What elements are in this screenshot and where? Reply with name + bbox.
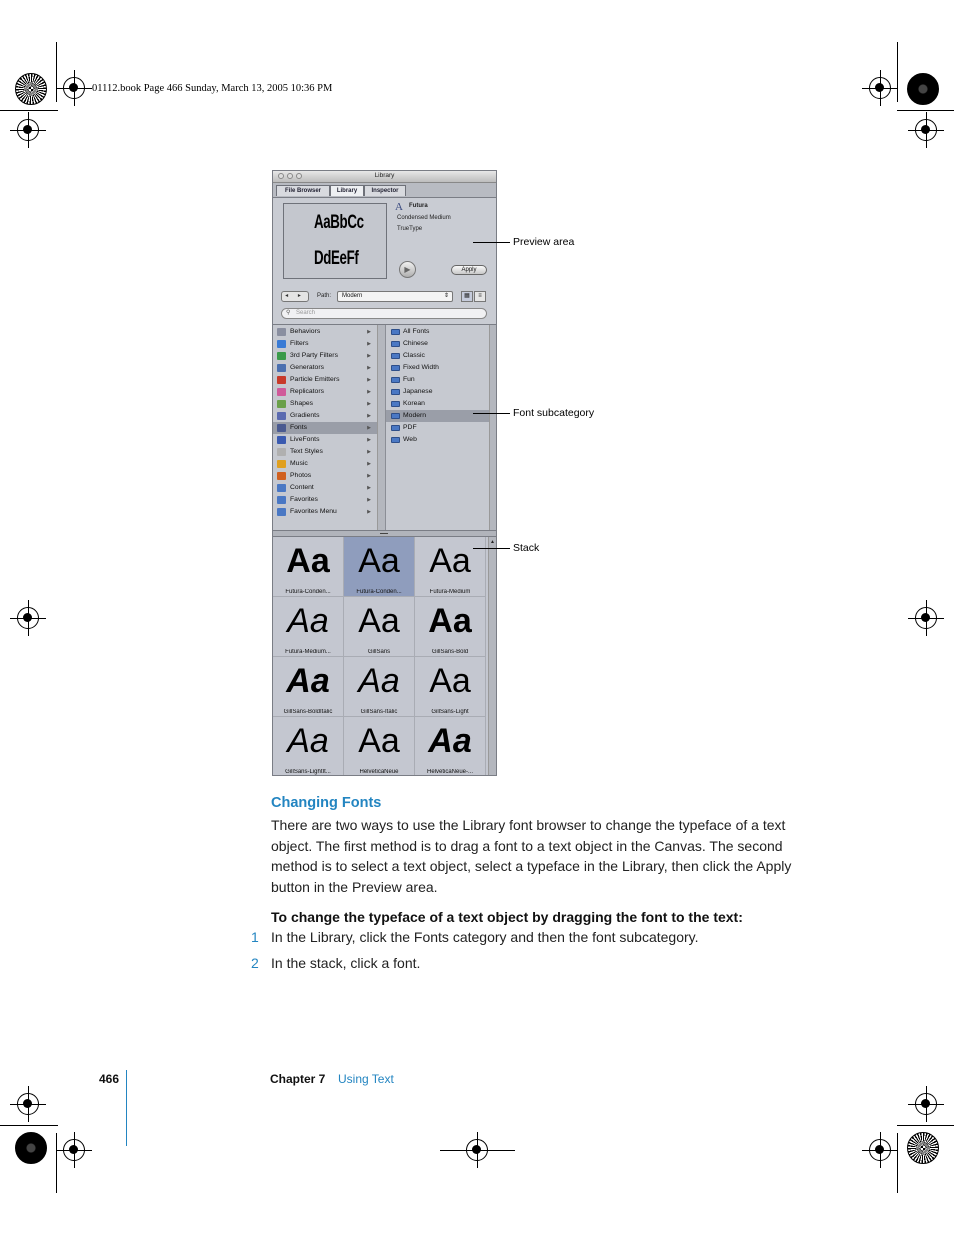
font-stack-caption: Futura-Conden... (356, 589, 402, 595)
subcategory-label: Fixed Width (403, 364, 439, 371)
search-field[interactable] (281, 308, 487, 319)
crop-mark (0, 1125, 58, 1126)
callout-stack: Stack (513, 542, 540, 554)
font-sample-glyph: Aa (358, 602, 400, 640)
category-column (273, 325, 378, 531)
path-popup[interactable] (337, 291, 453, 302)
font-sample-glyph: Aa (287, 722, 329, 760)
subcategory-item[interactable] (386, 362, 490, 374)
step-number: 2 (251, 955, 259, 971)
category-label: Photos (290, 472, 312, 479)
callout-leader (473, 242, 510, 243)
tab-inspector[interactable]: Inspector (364, 185, 406, 196)
category-icon (277, 400, 286, 408)
font-stack-item[interactable] (344, 597, 415, 657)
category-label: Generators (290, 364, 325, 371)
crosshair-icon (915, 1093, 937, 1115)
scrollbar[interactable] (377, 325, 385, 531)
list-icon: ≡ (478, 293, 482, 299)
subcategory-item[interactable] (386, 374, 490, 386)
step-text: In the stack, click a font. (271, 955, 421, 971)
subcategory-item[interactable] (386, 410, 490, 422)
font-name: Futura (409, 203, 428, 209)
crosshair-icon (869, 77, 891, 99)
folder-icon (391, 377, 400, 383)
search-placeholder: Search (296, 310, 316, 316)
preview-sample-line: AaBbCc (314, 212, 364, 233)
subcategory-label: PDF (403, 424, 417, 431)
section-heading: Changing Fonts (271, 795, 382, 811)
font-sample-glyph: Aa (358, 662, 400, 700)
crop-mark (897, 1133, 898, 1193)
subcategory-item[interactable] (386, 398, 490, 410)
category-icon (277, 376, 286, 384)
font-stack-item[interactable] (273, 537, 344, 597)
font-stack (273, 537, 488, 776)
subcategory-label: Korean (403, 400, 425, 407)
callout-preview-area: Preview area (513, 236, 575, 248)
disclosure-arrow-icon: ▶ (367, 497, 371, 503)
folder-icon (391, 389, 400, 395)
category-item[interactable] (273, 374, 377, 386)
subcategory-item[interactable] (386, 422, 490, 434)
folder-icon (391, 365, 400, 371)
preview-area (283, 203, 387, 279)
tab-bar (273, 183, 496, 198)
category-icon (277, 448, 286, 456)
path-value: Modern (342, 293, 363, 299)
subcategory-label: Web (403, 436, 417, 443)
category-item[interactable] (273, 446, 377, 458)
font-sample-glyph: Aa (286, 542, 330, 580)
disclosure-arrow-icon: ▶ (367, 485, 371, 491)
folder-icon (391, 353, 400, 359)
disclosure-arrow-icon: ▶ (367, 341, 371, 347)
disclosure-arrow-icon: ▶ (367, 473, 371, 479)
font-stack-item[interactable] (415, 657, 486, 717)
category-icon (277, 412, 286, 420)
font-stack-item[interactable] (415, 717, 486, 776)
category-item[interactable] (273, 422, 377, 434)
subcategory-column (385, 325, 490, 531)
category-item[interactable] (273, 434, 377, 446)
category-icon (277, 424, 286, 432)
callout-leader (473, 413, 510, 414)
tab-library[interactable]: Library (330, 185, 364, 196)
step-text: In the Library, click the Fonts category and then the font subcategory. (271, 929, 699, 945)
disclosure-arrow-icon: ▶ (367, 377, 371, 383)
disclosure-arrow-icon: ▶ (367, 449, 371, 455)
crosshair-icon (17, 607, 39, 629)
crosshair-icon (17, 1093, 39, 1115)
play-button[interactable] (399, 261, 416, 278)
step-number: 1 (251, 929, 259, 945)
callout-font-subcategory: Font subcategory (513, 407, 595, 419)
path-label: Path: (317, 293, 332, 299)
font-sample-glyph: Aa (358, 542, 400, 580)
font-stack-caption: Futura-Medium... (285, 649, 331, 655)
category-item[interactable] (273, 506, 377, 518)
font-stack-item[interactable] (273, 657, 344, 717)
window-title: Library (374, 172, 395, 179)
popup-arrows-icon: ⇕ (443, 293, 449, 299)
crosshair-icon (63, 77, 85, 99)
subcategory-label: Fun (403, 376, 415, 383)
subcategory-label: Classic (403, 352, 425, 359)
font-sample-glyph: Aa (429, 542, 471, 580)
font-stack-item[interactable] (344, 717, 415, 776)
category-label: LiveFonts (290, 436, 320, 443)
registration-sunburst-icon (907, 73, 939, 105)
category-item[interactable] (273, 326, 377, 338)
font-a-icon: A (395, 201, 403, 213)
footer-section: Using Text (338, 1072, 394, 1086)
category-icon (277, 436, 286, 444)
category-icon (277, 340, 286, 348)
disclosure-arrow-icon: ▶ (367, 365, 371, 371)
font-stack-caption: Futura-Medium (429, 589, 471, 595)
font-stack-caption: HelveticaNeue-... (426, 769, 474, 775)
subcategory-label: Modern (403, 412, 427, 419)
category-icon (277, 328, 286, 336)
registration-sunburst-icon (15, 1132, 47, 1164)
crosshair-icon (915, 119, 937, 141)
category-item[interactable] (273, 398, 377, 410)
category-item[interactable] (273, 338, 377, 350)
category-label: Replicators (290, 388, 324, 395)
folder-icon (391, 341, 400, 347)
grid-icon: ▦ (464, 293, 470, 299)
font-style: Condensed Medium (397, 215, 451, 221)
subcategory-item[interactable] (386, 386, 490, 398)
category-label: 3rd Party Filters (290, 352, 338, 359)
subcategory-item[interactable] (386, 326, 490, 338)
crosshair-icon (915, 607, 937, 629)
category-item[interactable] (273, 350, 377, 362)
font-sample-glyph: Aa (428, 722, 472, 760)
folder-icon (391, 329, 400, 335)
crosshair-icon (869, 1139, 891, 1161)
font-sample-glyph: Aa (286, 662, 330, 700)
scroll-up-arrow-icon[interactable]: ▲ (490, 539, 495, 545)
subcategory-item[interactable] (386, 350, 490, 362)
font-stack-caption: GillSans-Italic (360, 709, 398, 715)
subcategory-item[interactable] (386, 434, 490, 446)
divider-grip-icon (380, 533, 388, 534)
folder-icon (391, 401, 400, 407)
category-item[interactable] (273, 470, 377, 482)
crop-mark (56, 42, 57, 102)
disclosure-arrow-icon: ▶ (367, 413, 371, 419)
category-label: Shapes (290, 400, 314, 407)
tab-file-browser[interactable]: File Browser (276, 185, 330, 196)
font-sample-glyph: Aa (428, 602, 472, 640)
category-label: Behaviors (290, 328, 321, 335)
font-sample-glyph: Aa (429, 662, 471, 700)
subcategory-item[interactable] (386, 338, 490, 350)
font-stack-caption: GillSans-Light (431, 709, 469, 715)
category-icon (277, 496, 286, 504)
callout-leader (473, 548, 510, 549)
category-icon (277, 388, 286, 396)
folder-icon (391, 425, 400, 431)
category-item[interactable] (273, 482, 377, 494)
crop-mark (0, 110, 58, 111)
apply-button[interactable]: Apply (451, 265, 487, 275)
font-stack-caption: Futura-Conden... (285, 589, 331, 595)
play-icon: ▶ (404, 265, 411, 274)
preview-sample-line: DdEeFf (314, 248, 359, 269)
category-label: Text Styles (290, 448, 323, 455)
font-stack-item[interactable] (344, 657, 415, 717)
font-stack-item[interactable] (415, 537, 486, 597)
font-stack-caption: GillSans-Bold (431, 649, 469, 655)
font-type: TrueType (397, 226, 423, 232)
crop-mark (897, 110, 954, 111)
disclosure-arrow-icon: ▶ (367, 437, 371, 443)
crop-mark (897, 1125, 954, 1126)
category-icon (277, 364, 286, 372)
search-icon: ⚲ (286, 310, 291, 316)
category-browser (273, 324, 497, 531)
split-divider[interactable] (273, 530, 497, 537)
font-stack-caption: GillSans-BoldItalic (283, 709, 333, 715)
disclosure-arrow-icon: ▶ (367, 461, 371, 467)
font-stack-caption: GillSans-LightIt... (285, 769, 331, 775)
page-number: 466 (99, 1072, 120, 1086)
disclosure-arrow-icon: ▶ (367, 425, 371, 431)
library-window (272, 170, 497, 776)
print-header: 01112.book Page 466 Sunday, March 13, 2005 10:36 PM (92, 83, 333, 94)
font-sample-glyph: Aa (287, 602, 329, 640)
font-sample-glyph: Aa (358, 722, 400, 760)
title-bar (273, 171, 496, 183)
category-label: Fonts (290, 424, 307, 431)
crop-mark (56, 1133, 57, 1193)
category-item[interactable] (273, 362, 377, 374)
font-stack-caption: HelveticaNeue (359, 769, 399, 775)
disclosure-arrow-icon: ▶ (367, 389, 371, 395)
category-label: Particle Emitters (290, 376, 340, 383)
font-stack-item[interactable] (273, 717, 344, 776)
footer-chapter: Chapter 7 (270, 1072, 326, 1086)
subcategory-label: All Fonts (403, 328, 430, 335)
category-label: Gradients (290, 412, 320, 419)
back-forward-buttons[interactable]: ◂ ▸ (281, 291, 309, 302)
scrollbar[interactable] (488, 537, 497, 776)
category-item[interactable] (273, 410, 377, 422)
disclosure-arrow-icon: ▶ (367, 509, 371, 515)
category-item[interactable] (273, 494, 377, 506)
folder-icon (391, 413, 400, 419)
category-label: Filters (290, 340, 309, 347)
crosshair-icon (17, 119, 39, 141)
crop-mark (897, 42, 898, 102)
body-paragraph: There are two ways to use the Library font browser to change the typeface of a text object. The first method is to drag a font to a text object in the Canvas. The second method is to select a text object, select a typeface in the Library, then click the Apply button in the Preview area. (271, 817, 792, 895)
category-label: Music (290, 460, 308, 467)
category-label: Favorites Menu (290, 508, 337, 515)
footer-rule (126, 1070, 127, 1146)
list-view-button[interactable] (474, 291, 486, 302)
category-icon (277, 484, 286, 492)
category-icon (277, 472, 286, 480)
font-stack-item[interactable] (344, 537, 415, 597)
font-stack-item[interactable] (415, 597, 486, 657)
scrollbar[interactable] (489, 325, 497, 531)
disclosure-arrow-icon: ▶ (367, 329, 371, 335)
category-icon (277, 460, 286, 468)
disclosure-arrow-icon: ▶ (367, 353, 371, 359)
category-label: Favorites (290, 496, 318, 503)
category-label: Content (290, 484, 314, 491)
category-item[interactable] (273, 386, 377, 398)
subcategory-label: Chinese (403, 340, 428, 347)
procedure-title: To change the typeface of a text object by dragging the font to the text: (271, 909, 743, 925)
category-item[interactable] (273, 458, 377, 470)
category-icon (277, 508, 286, 516)
category-icon (277, 352, 286, 360)
crop-mark (440, 1150, 515, 1151)
font-stack-caption: GillSans (367, 649, 391, 655)
font-stack-item[interactable] (273, 597, 344, 657)
icon-view-button[interactable] (461, 291, 473, 302)
registration-sunburst-icon (907, 1132, 939, 1164)
folder-icon (391, 437, 400, 443)
crosshair-icon (63, 1139, 85, 1161)
disclosure-arrow-icon: ▶ (367, 401, 371, 407)
registration-sunburst-icon (15, 73, 47, 105)
subcategory-label: Japanese (403, 388, 433, 395)
